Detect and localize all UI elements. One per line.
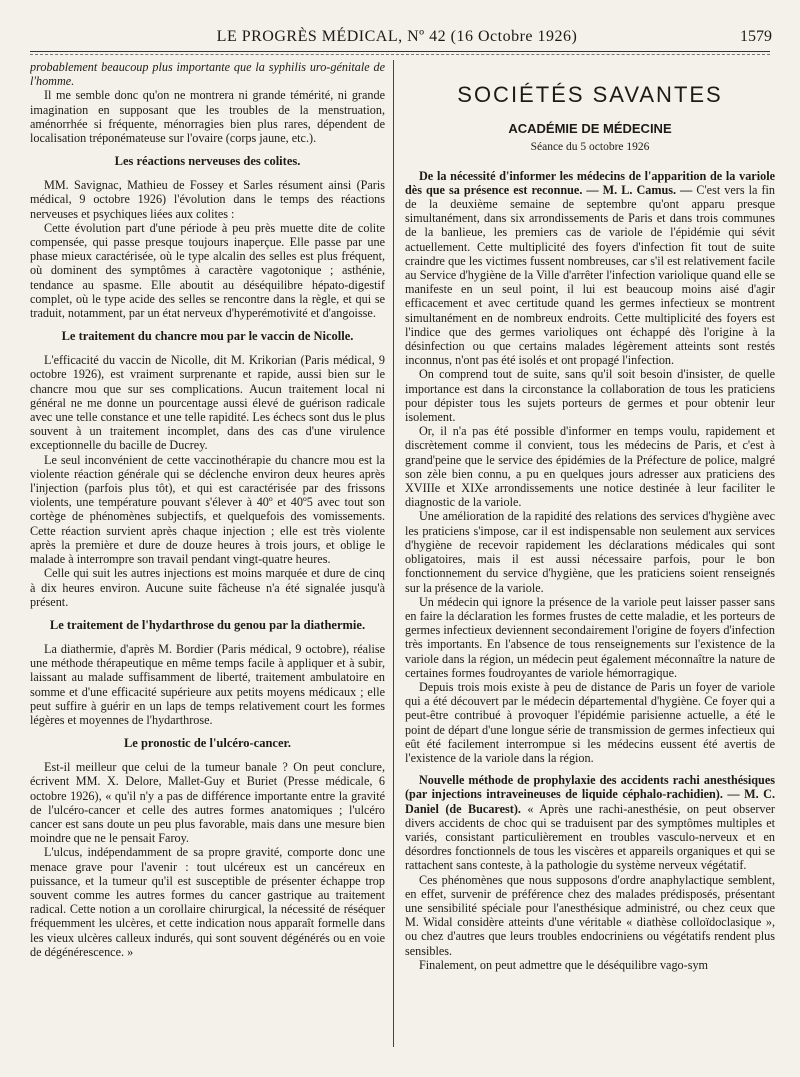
prophylaxie-paragraph-2: Ces phénomènes que nous supposons d'ordre anaphylactique semblent, en effet, survenir de préférence chez des malades prédisposés, présentant une sensibilité spéciale pour l'anesthésique administré, ou chez ceux que M. Widal considère atteints d'une véritable « diathèse colloïdoclasique », ou chez d'autres que leurs troubles endocriniens ou végétatifs rendent plus sensibles.: [405, 872, 775, 958]
variole-title: De la nécessité d'informer les médecins de l'apparition de la variole dès que sa présence est reconnue. — M. L. Camus. —: [405, 168, 775, 197]
section-title-hydarthrose: Le traitement de l'hydarthrose du genou par la diathermie.: [49, 617, 366, 632]
section-title-colites: Les réactions nerveuses des colites.: [114, 154, 301, 169]
ulcero-paragraph-1: Est-il meilleur que celui de la tumeur banale ? On peut conclure, écrivent MM. X. Delore, Mallet-Guy et Buriet (Presse médicale, 6 octobre 1926), « qu'il n'y a pas de différence importante entre la gravité de l'ulcéro-cancer et celle des autres formes anatomiques ; l'ulcéro cancer est sans doute un peu plus favorable, mais dans une mesure bien moindre que ne le pensait Faroy.: [30, 760, 385, 846]
variole-paragraph-5: Un médecin qui ignore la présence de la variole peut laisser passer sans en faire la déclaration les formes frustes de cette maladie, et les porteurs de germes infectieux deviennent secondairement l'origine de foyers d'infection très importants. En l'absence de tous renseignements sur l'existence de la variole dans la région, un médecin peut également méconnaître la nature de certaines formes foudroyantes de variole hémorragique.: [405, 594, 775, 680]
header-rule-dashed: [30, 54, 770, 55]
variole-paragraph-3: Or, il n'a pas été possible d'informer en temps voulu, rapidement et discrètement comme il convient, tous les médecins de Paris, et c'est à grand'peine que le service des épidémies de la Préfecture de police, malgré son zèle bien connu, a pu en quelques jours adresser aux praticiens des XVIIIe et XIXe arrondissements une notice destinée à leur faciliter le diagnostic de la variole.: [405, 424, 775, 510]
hydarthrose-paragraph: La diathermie, d'après M. Bordier (Paris médical, 9 octobre), réalise une méthode thérapeutique en même temps facile à appliquer et à subir, laissant au malade suffisamment de liberté, traitement ambulatoire en somme et d'une efficacité supérieure aux petits moyens médicaux ; elle peut suffire à guérir en un laps de temps relativement court les formes légères et moyennes de l'hydarthrose.: [30, 641, 385, 727]
variole-paragraph-1: [405, 169, 775, 368]
colites-paragraph-1: MM. Savignac, Mathieu de Fossey et Sarles résument ainsi (Paris médical, 9 octobre 1926) l'évolution dans le temps des réactions nerveuses et psychiques liées aux colites :: [30, 178, 385, 221]
header-rule: [30, 51, 770, 52]
intro-italic: probablement beaucoup plus importante que la syphilis uro-génitale de l'homme.: [30, 60, 385, 89]
intro-paragraph: Il me semble donc qu'on ne montrera ni grande témérité, ni grande imagination en supposant que les troubles de la menstruation, aménorrhée si fréquente, ménorragies bien plus rares, dépendent de localisation tréponémateuse sur l'ovaire (corps jaune, etc.).: [30, 88, 385, 146]
variole-paragraph-2: On comprend tout de suite, sans qu'il soit besoin d'insister, de quelle importance est dans la circonstance la collaboration de tous les praticiens pour dépister tous les sujets porteurs de germes et pour obtenir leur isolement.: [405, 367, 775, 425]
prophylaxie-title: Nouvelle méthode de prophylaxie des accidents rachi anesthésiques (par injections intraveineuses de liquide céphalo-rachidien). — M. C. Daniel (de Bucarest).: [405, 773, 775, 816]
left-column: [30, 60, 385, 1047]
prophylaxie-paragraph-1: [405, 773, 775, 872]
variole-paragraph-4: Une amélioration de la rapidité des relations des services d'hygiène avec les praticiens s'impose, car il est indispensable non seulement aux services d'hygiène de recevoir rapidement les déclarations médicales qui sont obligatoires, mais il est aussi nécessaire parfois, pour le bon fonctionnement du service d'hygiène, que les praticiens soient renseignés sur la présence de la variole.: [405, 509, 775, 595]
ulcero-paragraph-2: L'ulcus, indépendamment de sa propre gravité, comporte donc une menace grave pour l'avenir : tout ulcéreux est un cancéreux en puissance, et la tumeur qu'il est susceptible de présenter échappe trop souvent comme les autres formes du cancer gastrique au traitement radical. Cette notion a un corollaire chirurgical, la nécessité de réséquer fréquemment les ulcères, et cette indication nous apparaît formelle dans les vieux ulcères calleux indurés, qui sont souvent dégénérés ou en voie de dégénérescence. »: [30, 845, 385, 959]
prophylaxie-paragraph-3: Finalement, on peut admettre que le déséquilibre vago-sym: [419, 957, 709, 972]
variole-text: C'est vers la fin de la deuxième semaine de septembre qu'ont apparu presque simultanément, dans six arrondissements de Paris et dans trois communes de la banlieue, les premiers cas de variole de l'épidémie qui sévit actuellement. Cette multiplicité des foyers d'infection fit tout de suite craindre que les victimes fussent nombreuses, car s'il est relativement facile au Service d'hygiène de la Ville d'arrêter l'infection variolique quand elle se manifeste en un seul point, il lui est beaucoup moins aisé d'agir efficacement et avec certitude quand les germes infectieux se montrent simultanément en de nombreux endroits. Cette multiplicité des foyers est l'indice que des germes varioliques ont échappé dès l'origine à la désinfection ou que certains malades légèrement atteints sont restés inconnus, n'ont pas été isolés et ont propagé l'infection.: [405, 182, 775, 368]
column-divider: [393, 60, 394, 1047]
right-column: [405, 60, 775, 1047]
academie-heading: ACADÉMIE DE MÉDECINE: [508, 121, 672, 137]
chancre-paragraph-3: Celle qui suit les autres injections est moins marquée et dure de cinq à dix heures environ. Aucune suite fâcheuse n'a été signalée jusqu'à présent.: [30, 566, 385, 609]
societes-savantes-heading: SOCIÉTÉS SAVANTES: [457, 82, 723, 107]
prophylaxie-text: « Après une rachi-anesthésie, on peut observer divers accidents de choc qui se traduisent par des symptômes multiples et variés, consistant particulièrement en troubles vasculo-nerveux et en désordres fonctionnels de tous les viscères et appareils organiques et qui se rattachent sans conteste, à la pathologie du système nerveux végétatif.: [405, 801, 775, 873]
variole-paragraph-6: Depuis trois mois existe à peu de distance de Paris un foyer de variole qui a été découvert par le médecin départemental d'hygiène. Ce foyer qui a peut-être contribué à provoquer l'épidémie parisienne actuelle, a été le point de départ d'une longue série de transmission de germes infectieux qui eût été facilement interrompue si les médecins eussent été avertis de l'existence de la variole dans la région.: [405, 679, 775, 765]
section-title-chancre: Le traitement du chancre mou par le vaccin de Nicolle.: [61, 329, 354, 344]
chancre-paragraph-2: Le seul inconvénient de cette vaccinothérapie du chancre mou est la violente réaction générale qui se déclenche environ deux heures après l'injection (parfois plus tôt), et qui est caractérisée par des frissons violents, une température pouvant s'élever à 40º et 40º5 avec tout son cortège de phénomènes subjectifs, et quelquefois des vomissements. Cette réaction survient après chaque injection ; elle est très violente après la première et dure de douze heures à trois jours, et oblige le malade à interrompre son travail pendant vingt-quatre heures.: [30, 452, 385, 567]
seance-date: Séance du 5 octobre 1926: [530, 141, 650, 154]
running-title: LE PROGRÈS MÉDICAL, Nº 42 (16 Octobre 1926): [216, 28, 578, 45]
page-header: [22, 28, 772, 50]
colites-paragraph-2: Cette évolution part d'une période à peu près muette dite de colite compensée, qui passe presque toujours inaperçue. Elle passe par une phase mieux caractérisée, où le type alcalin des selles est plus fréquent, où dominent des symptômes à caractère vagotonique ; asthénie, tendance au spasme. Elle aboutit au déséquilibre hépato-digestif complet, où le type acide des selles se rencontre dans la règle, et qui se traduit, notamment, par un état nerveux d'hyperémotivité et d'angoisse.: [30, 220, 385, 321]
section-title-ulcero-cancer: Le pronostic de l'ulcéro-cancer.: [123, 736, 292, 751]
chancre-paragraph-1: L'efficacité du vaccin de Nicolle, dit M. Krikorian (Paris médical, 9 octobre 1926), est vraiment surprenante et rapide, aussi bien sur le chancre mou que sur ses complications. Aucun traitement local ni général ne me donne un pourcentage aussi élevé de guérison radicale avec une telle constance et une telle rapidité. Les échecs sont dus le plus souvent à un traitement incomplet, dans des cas d'une virulence exceptionnelle du bacille de Ducrey.: [30, 353, 385, 453]
page-number: 1579: [740, 28, 772, 45]
